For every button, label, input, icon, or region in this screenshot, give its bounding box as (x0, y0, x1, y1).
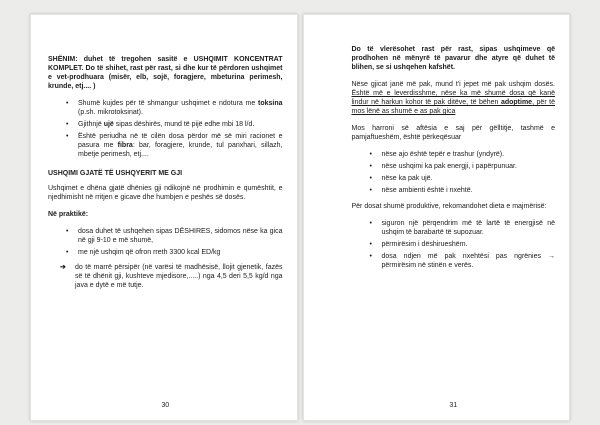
paragraph (352, 124, 556, 142)
list-item-text (382, 252, 556, 270)
text-run: dosa duhet të ushqehen sipas DËSHIRES, sidomos nëse ka gica në gji 9-10 e më shumë, (78, 228, 283, 244)
text-run: USHQIMI GJATË TË USHQYERIT ME GJI (48, 170, 183, 177)
text-run: me një ushqim që ofron rreth 3300 kcal ED/kg (78, 249, 221, 256)
text-run: toksina (257, 100, 283, 107)
text-run: : bar, foragjere, krunde, tul panxhari, sillazh, mbetje perimesh, etj.... (78, 142, 283, 158)
page-31 (303, 14, 571, 421)
bullet-marker-icon: • (369, 241, 372, 248)
bullet-item (48, 120, 283, 129)
text-run: SHËNIM: duhet të tregohen sasitë e USHQIMIT KONCENTRAT KOMPLET. Do të shihet, rast për rast, si dhe kur të përdoren ushqimet e vet-prodhuara (misër, elb, sojë, foragjere, mbeturina perimesh, krunde, etj.... ) (48, 56, 283, 90)
bullet-item (48, 248, 283, 257)
bullet-item (352, 162, 556, 171)
paragraph (352, 80, 556, 116)
bullet-item (352, 219, 556, 237)
list-item-text (382, 174, 556, 183)
bullet-item (48, 99, 283, 117)
bullet-marker-icon: • (369, 151, 372, 158)
text-run: Për dosat shumë produktive, rekomandohet dieta e majmërisë: (351, 203, 547, 210)
paragraph (352, 202, 556, 211)
page-content (304, 15, 570, 270)
list-item-text (78, 248, 283, 257)
bullet-marker-icon: • (369, 175, 372, 182)
list-item-text (382, 240, 556, 249)
bullet-marker-icon: • (369, 253, 372, 260)
list-item-text (382, 162, 556, 171)
text-run: nëse ushqimi ka pak energji, i papërpunuar. (381, 163, 517, 170)
text-run: Është më e leverdisshme, nëse ka më shumë dosa që kanë lindur në harkun kohor të pak ditëve, të bëhen (351, 90, 555, 106)
text-run: (p.sh. mikrotoksinat). (78, 109, 143, 116)
list-item-text (75, 263, 283, 290)
bullet-item (48, 132, 283, 159)
paragraph (48, 210, 283, 219)
text-run: Nëse gjicat janë më pak, mund t'i jepet më pak ushqim dosës. (351, 81, 555, 88)
text-run: adoptime (500, 99, 533, 106)
text-run: sipas dëshirës, mund të pijë edhe mbi 18 l/d. (113, 121, 255, 128)
bullet-item (352, 252, 556, 270)
text-run: nëse ajo është tepër e trashur (yndyrë). (381, 151, 505, 158)
paragraph (48, 55, 283, 91)
text-run: , për të mos lënë as shumë e as pak gica (351, 99, 555, 115)
paragraph (48, 184, 283, 202)
list-item-text (78, 120, 283, 129)
text-run: nëse ka pak ujë. (381, 175, 433, 182)
text-run: Gjithnjë (78, 121, 104, 128)
text-run: Është periudha në të cilën dosa përdor më së miri racionet e pasura me (78, 133, 283, 149)
bullet-item (352, 150, 556, 159)
list-item-text (78, 132, 283, 159)
bullet-marker-icon: • (66, 100, 69, 107)
bullet-item (352, 240, 556, 249)
text-run: nëse ambienti është i nxehtë. (381, 187, 473, 194)
bullet-marker-icon: • (369, 220, 372, 227)
bullet-marker-icon: • (66, 121, 69, 128)
bullet-marker-icon: • (369, 187, 372, 194)
bullet-marker-icon: • (66, 228, 69, 235)
list-item-text (78, 227, 283, 245)
bullet-marker-icon: • (66, 133, 69, 140)
text-run: Shumë kujdes për të shmangur ushqimet e ndotura me (78, 100, 258, 107)
bullet-marker-icon: • (66, 249, 69, 256)
bullet-item (352, 186, 556, 195)
text-run: ujë (103, 121, 114, 128)
bullet-item (352, 174, 556, 183)
text-run: Ushqimet e dhëna gjatë dhënies gji ndikojnë në prodhimin e qumështit, e njedhimisht në rritjen e gicave dhe humbjen e peshës së dosës. (48, 185, 283, 201)
text-run: përmirësim i dëshirueshëm. (381, 241, 468, 248)
paragraph (352, 45, 556, 72)
page-number: 30 (161, 402, 170, 409)
page-content (31, 15, 297, 290)
arrow-item (48, 263, 283, 290)
list-item-text (382, 186, 556, 195)
text-run: dosa ndjen më pak nxehtësi pas ngrënies → përmirësim në stinën e verës. (381, 253, 555, 269)
section-heading (48, 169, 283, 178)
text-run: siguron një përqendrim më të lartë të energjisë në ushqim të barabartë të supozuar. (381, 220, 555, 236)
bullet-marker-icon: • (369, 163, 372, 170)
text-run: Në praktikë: (48, 211, 89, 218)
text-run: fibra (117, 142, 133, 149)
bullet-item (48, 227, 283, 245)
text-run: Mos harroni së aftësia e saj për gëlltitje, tashmë e pamjaftueshëm, është përkeqësuar (351, 125, 555, 141)
list-item-text (382, 219, 556, 237)
page-number: 31 (449, 402, 458, 409)
list-item-text (78, 99, 283, 117)
page-30 (30, 14, 298, 421)
arrow-marker-icon: ➔ (60, 264, 66, 271)
text-run: do të marrë përsipër (në varësi të madhësisë, llojit gjenetik, fazës së të dhënit gji, kushteve mjedisore,.....) nga 4,5 deri 5,5 kg/d nga java e dytë e më tutje. (75, 264, 283, 289)
text-run: Do të vlerësohet rast për rast, sipas ushqimeve që prodhohen në mënyrë të pavarur dhe atyre që duhet të blihen, se si ushqehen kafshët. (351, 46, 555, 71)
list-item-text (382, 150, 556, 159)
